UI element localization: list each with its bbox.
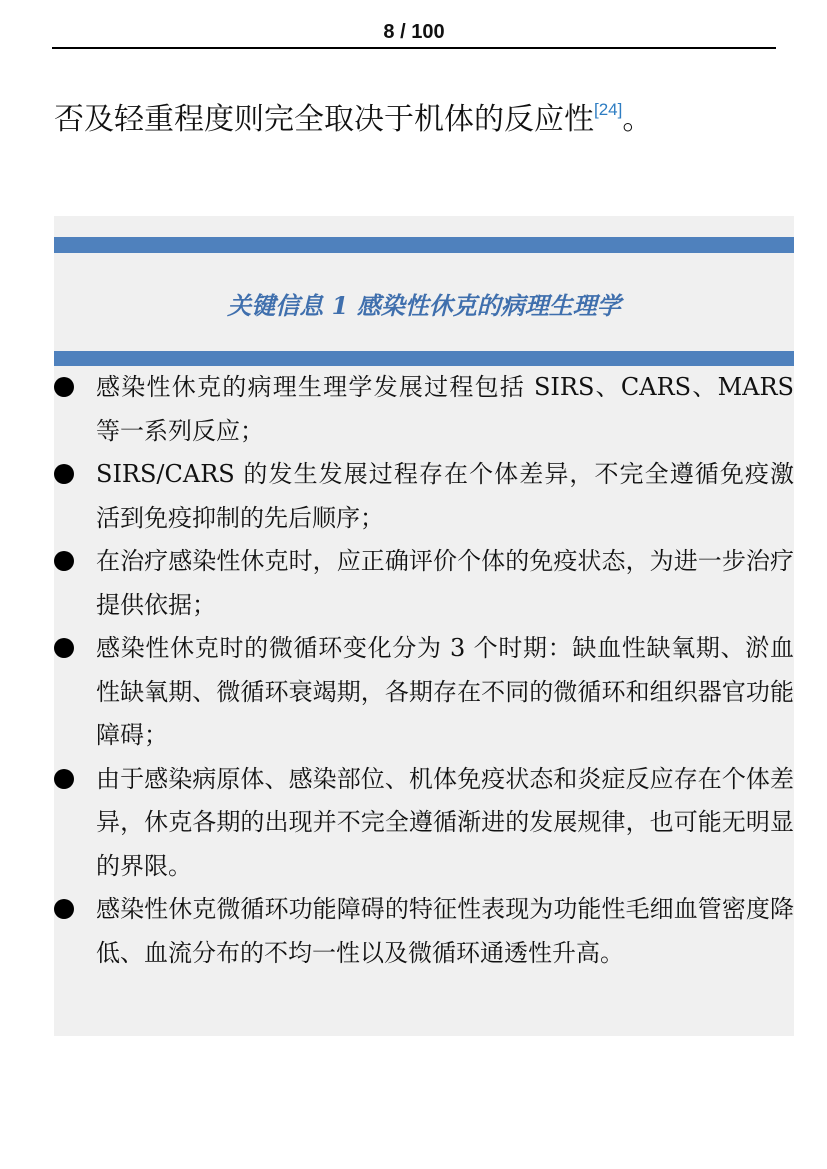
citation-link[interactable]: [24] [594, 100, 623, 119]
bullet-icon [54, 464, 74, 484]
body-text: 否及轻重程度则完全取决于机体的反应性 [54, 102, 594, 137]
page-number: 8 / 100 [383, 21, 445, 43]
key-point-item [54, 758, 794, 889]
key-point-item [54, 627, 794, 758]
key-point-text: 感染性休克微循环功能障碍的特征性表现为功能性毛细血管密度降低、血流分布的不均一性以及微循环通透性升高。 [96, 895, 794, 967]
body-paragraph-line [54, 96, 794, 144]
key-point-list [54, 366, 794, 975]
bullet-icon [54, 899, 74, 919]
bullet-icon [54, 377, 74, 397]
key-point-text: 感染性休克的病理生理学发展过程包括 SIRS、CARS、MARS 等一系列反应； [96, 373, 794, 445]
body-text-end: 。 [622, 102, 653, 137]
key-point-item [54, 366, 794, 453]
key-point-text: 由于感染病原体、感染部位、机体免疫状态和炎症反应存在个体差异，休克各期的出现并不完全遵循渐进的发展规律，也可能无明显的界限。 [96, 764, 794, 880]
key-box-bottom-bar [54, 351, 794, 366]
key-box-title: 关键信息 1 感染性休克的病理生理学 [227, 291, 621, 320]
page-header [52, 18, 776, 49]
key-box-top-bar [54, 237, 794, 253]
bullet-icon [54, 551, 74, 571]
bullet-icon [54, 638, 74, 658]
key-point-text: 在治疗感染性休克时，应正确评价个体的免疫状态，为进一步治疗提供依据； [96, 547, 794, 619]
bullet-icon [54, 769, 74, 789]
key-point-item [54, 540, 794, 627]
key-point-item [54, 888, 794, 975]
key-point-item [54, 453, 794, 540]
key-point-text: 感染性休克时的微循环变化分为 3 个时期：缺血性缺氧期、淤血性缺氧期、微循环衰竭期，各期存在不同的微循环和组织器官功能障碍； [96, 634, 794, 749]
key-info-box [54, 216, 794, 1036]
key-point-text: SIRS/CARS 的发生发展过程存在个体差异，不完全遵循免疫激活到免疫抑制的先后顺序； [96, 460, 794, 532]
